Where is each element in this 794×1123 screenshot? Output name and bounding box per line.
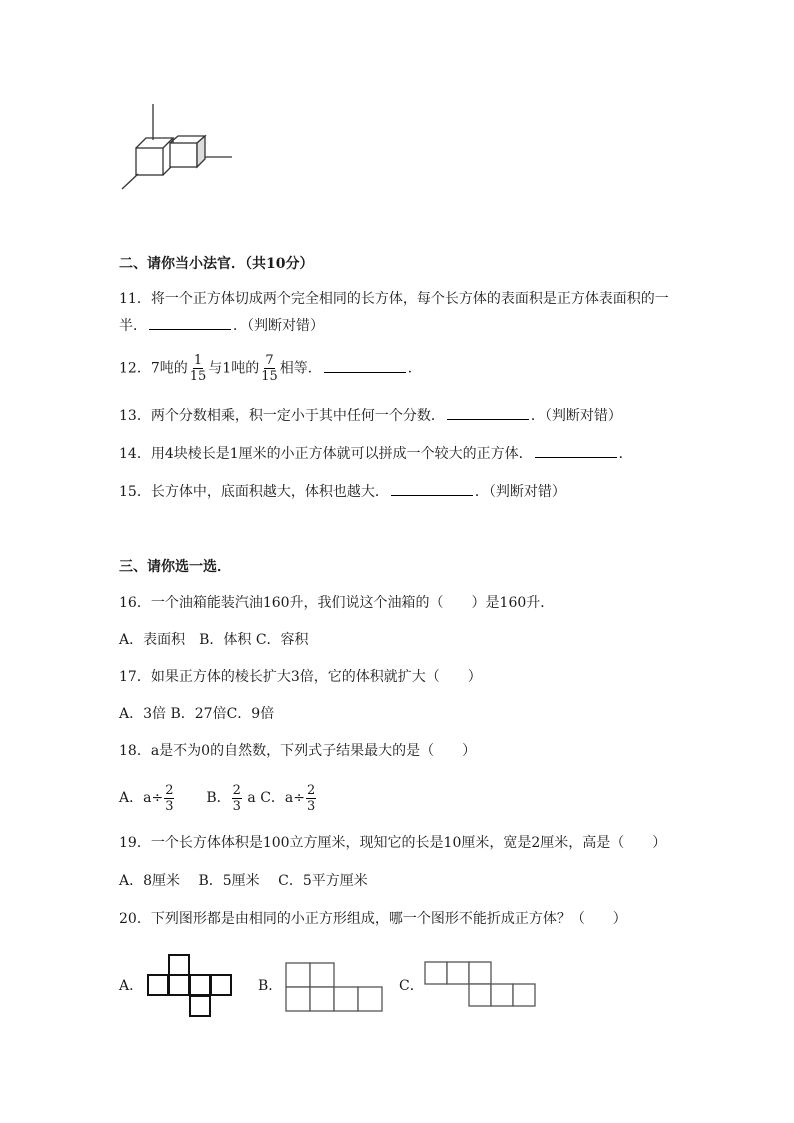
q14-text: 14．用4块棱长是1厘米的小正方体就可以拼成一个较大的正方体．: [119, 446, 533, 462]
q11-line1: 11．将一个正方体切成两个完全相同的长方体，每个长方体的表面积是正方体表面积的一: [119, 291, 669, 307]
q18-fraction-c: $\frac{2}{3}$: [307, 782, 316, 814]
section3-title: 三、请你选一选．: [119, 559, 231, 575]
q18-fraction-a: $\frac{2}{3}$: [165, 782, 174, 814]
q18: 18．a是不为0的自然数，下列式子结果最大的是（ ）: [119, 743, 477, 759]
q18-option-c: a C．a÷: [247, 790, 305, 806]
q13: [119, 405, 622, 426]
q15-suffix: ．（判断对错）: [474, 484, 566, 500]
q15-answer-blank[interactable]: [391, 481, 473, 496]
q16: 16．一个油箱能装汽油160升，我们说这个油箱的（ ）是160升．: [119, 595, 555, 611]
q18-option-a: A．a÷: [119, 790, 164, 806]
section2-title: 二、请你当小法官．（共10分）: [119, 256, 314, 272]
q16-options: A．表面积 B．体积 C．容积: [119, 632, 309, 648]
q12-text-b: 与1吨的: [208, 360, 260, 377]
q20-label-c: C．: [399, 978, 424, 994]
q12-fraction-2: $\frac{7}{15}$: [261, 353, 278, 384]
q19-options: A．8厘米 B．5厘米 C．5平方厘米: [119, 873, 368, 889]
q18-option-b: B．: [206, 790, 231, 806]
q17: 17．如果正方体的棱长扩大3倍，它的体积就扩大（ ）: [119, 669, 482, 685]
q12: [119, 353, 422, 384]
q12-text-a: 12．7吨的: [119, 360, 188, 377]
q15: [119, 481, 566, 502]
q13-text: 13．两个分数相乘，积一定小于其中任何一个分数．: [119, 408, 445, 424]
q13-answer-blank[interactable]: [447, 405, 529, 420]
q14-answer-blank[interactable]: [535, 443, 617, 458]
q12-fraction-1: $\frac{1}{15}$: [189, 353, 207, 384]
q15-text: 15．长方体中，底面积越大，体积也越大．: [119, 484, 389, 500]
q18-fraction-b: $\frac{2}{3}$: [232, 782, 241, 814]
q14: [119, 443, 633, 464]
q20: 20．下列图形都是由相同的小正方形组成，哪一个图形不能折成正方体？（ ）: [119, 911, 627, 927]
net-figure-a[interactable]: [147, 954, 235, 1018]
q20-label-a: A．: [119, 978, 144, 994]
cubes-figure: [118, 100, 238, 192]
q19: 19．一个长方体体积是100立方厘米，现知它的长是10厘米，宽是2厘米，高是（ ）: [119, 835, 667, 851]
q18-options: [119, 782, 317, 814]
q12-text-c: 相等．: [279, 360, 322, 377]
q11-text: 半．: [119, 318, 147, 334]
q13-suffix: ．（判断对错）: [530, 408, 622, 424]
q17-options: A．3倍 B．27倍C．9倍: [119, 706, 275, 722]
q11-line2: [119, 315, 324, 336]
q11-answer-blank[interactable]: [149, 315, 231, 330]
net-figure-b[interactable]: [285, 962, 383, 1012]
q12-text-d: ．: [407, 360, 422, 377]
q12-answer-blank[interactable]: [324, 358, 406, 373]
q20-label-b: B．: [258, 978, 283, 994]
net-figure-c[interactable]: [424, 961, 536, 1009]
q11-suffix: ．（判断对错）: [233, 318, 324, 334]
q14-suffix: ．: [618, 446, 633, 462]
